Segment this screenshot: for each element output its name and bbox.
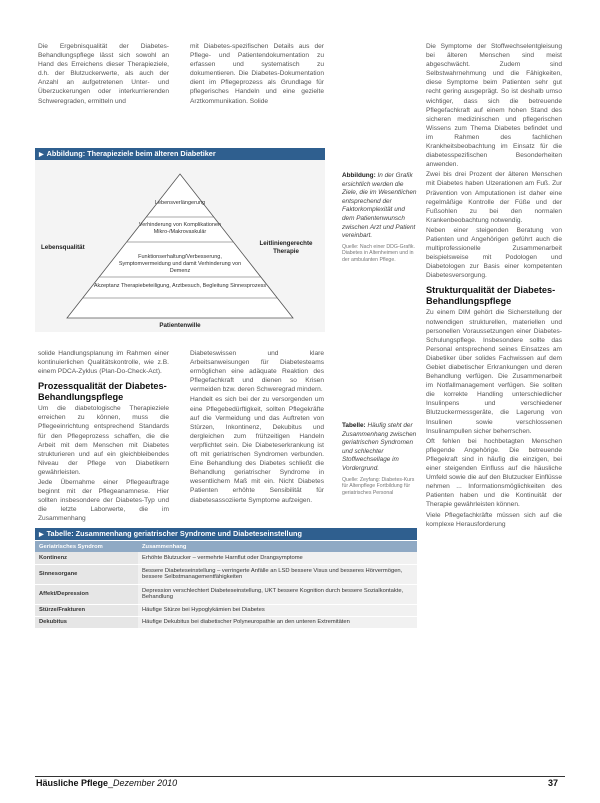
caption-text: Häufig steht der Zusammenhang zwischen geriatrischen Syndromen und schlechter Stoffwechsellage im Vordergrund. — [342, 422, 417, 472]
column-2-top — [190, 42, 324, 142]
table-caption — [342, 422, 418, 496]
bottom-axis-label: Patientenwille — [159, 322, 201, 329]
section-heading-prozess: Prozessqualität der Diabetes-Behandlungspflege — [38, 381, 167, 402]
figure-title-bar — [35, 148, 325, 160]
footer-journal: Häusliche Pflege_Dezember 2010 — [36, 778, 178, 788]
left-axis-label: Lebensqualität — [41, 244, 85, 251]
paragraph: Um die diabetologische Therapieziele erreichen zu können, muss die Pflegeeinrichtung entsprechend Standards für den Pflegeprozess schaffen, die die Arbeit mit dem Menschen mit Diabetes strukturieren und auf ein gleichbleibendes Niveau der Pflege von Diabetikern gewährleisten. — [38, 405, 169, 476]
syndrome-table — [35, 541, 417, 629]
paragraph: mit Diabetes-spezifischen Details aus der Pflege- und Patientendokumentation zu erfassen und systematisch zu dokumentieren. Die Diabetes-Dokumentation dient im Pflegeprozess als Grundlage für pflegerisches Handeln und eine gezielte Arztkommunikation. Solide — [190, 43, 324, 105]
table-cell: Affekt/Depression — [35, 584, 138, 604]
pyramid-level-4: Akzeptanz Therapiebeteiligung, Arztbesuch, Begleitung Sinnesprozess — [93, 283, 267, 289]
issue-date: Dezember 2010 — [113, 778, 178, 788]
table-cell: Stürze/Frakturen — [35, 604, 138, 616]
column-1-middle — [38, 349, 169, 523]
table-cell: Häufige Dekubitus bei diabetischer Polyneuropathie an den unteren Extremitäten — [138, 616, 417, 628]
paragraph: Diabeteswissen und klare Arbeitsanweisungen für Diabetesteams ermöglichen eine adäquate Reaktion des Pflegefachkraft und dienen so Krisen vermeiden bzw. deren Schweregrad mindern. — [190, 350, 324, 394]
table-header: Zusammenhang — [138, 541, 417, 552]
table-title: Tabelle: Zusammenhang geriatrischer Syndrome und Diabeteseinstellung — [46, 529, 302, 538]
paragraph: Neben einer steigenden Beratung von Patienten und Angehörigen geführt auch die multiprofessionelle Zusammenarbeit beispielsweise mit Podologen und Diabetologen zur Basis einer kompetenten Diabetesversorgung. — [426, 226, 562, 280]
paragraph: Handelt es sich bei der zu versorgenden um eine Pflegebedürftigkeit, sollten Pflegekräfte auf die Vermeidung und das Auftreten von Stürzen, Inkontinenz, Dekubitus und dergleichen zum frühzeitigen Handeln verpflichtet sein. Die Diabeteserkrankung ist oft mit geriatrischen Syndromen verbunden. Eine Behandlung des Diabetes schließt die Behandlung geriatrischer Syndrome in wesentlichem Maß mit ein. Nicht Diabetes Patienten erhöhte Sensibilität für diabetesassoziierte Symptome aufzeigen. — [190, 396, 324, 504]
caption-label: Abbildung: — [342, 172, 376, 179]
table-cell: Bessere Diabeteseinstellung – verringerte Anfälle an LSD bessere Visus und besseres Hörvermögen, bessere Selbstmanagementfähigkeiten — [138, 564, 417, 584]
table-row — [35, 552, 417, 564]
table-header: Geriatrisches Syndrom — [35, 541, 138, 552]
column-2-middle — [190, 349, 324, 513]
paragraph: Jede Übernahme einer Pflegeauftrage beginnt mit der Pflegeanamnese. Hier sollten insbesondere der Diabetes-Typ und die letzte Laborwerte, die im Zusammenhang — [38, 479, 169, 523]
caption-source: Quelle: Nach einer DDG-Grafik. Diabetes in Altenheimen und in der ambulanten Pflege. — [342, 243, 415, 263]
footer-divider — [35, 776, 565, 777]
table-row — [35, 584, 417, 604]
column-1-top — [38, 42, 169, 142]
caption-label: Tabelle: — [342, 422, 366, 429]
paragraph: Zwei bis drei Prozent der älteren Menschen mit Diabetes haben Ulzerationen am Fuß. Zur Prävention von Amputationen ist daher eine regelmäßige Kontrolle der Füße und der Fußsohlen zu bei den normalen Krankenbeobachtung notwendig. — [426, 171, 562, 224]
table-cell: Depression verschlechtert Diabeteseinstellung, UKT bessere Kognition durch bessere Sozialkontakte, Behandlung — [138, 584, 417, 604]
column-3 — [426, 42, 562, 774]
journal-name: Häusliche Pflege — [36, 778, 109, 788]
paragraph: Oft fehlen bei hochbetagten Menschen pflegende Angehörige. Die betreuende Pflegekraft sind in häufig die einzigen, bei einer steigenden Einfluss auf die häusliche Umfeld sowie die auf den Blutzucker Einflüsse nehmen ... Informationsmöglichkeiten des Patienten haben und die Kontinuität der Therapie gewährleisten können. — [426, 437, 562, 509]
figure-area — [35, 160, 325, 332]
table-row — [35, 616, 417, 628]
caption-source: Quelle: Zeyfang: Diabetes-Kurs für Altenpflege Fortbildung für geriatrisches Personal — [342, 476, 415, 496]
paragraph: Zu einem DIM gehört die Sicherstellung der notwendigen strukturellen, materiellen und personellen Voraussetzungen einer Diabetes-Schulungspflege. Insbesondere sollte das Personal entsprechend seines Einsatzes am Diabetiker über solides Fachwissen auf dem Gebiet diabetischer Erkrankungen und deren Behandlung verfügen. Die Zusammenarbeit im Notfallmanagement verfügen. Sie sollten die korrekte Handling unterschiedlicher Insulinpens und verschiedener Blutzuckermessgeräte, die Lagerung von Insulinen sowie verschlossenen Insulinampullen sicher beherrschen. — [426, 309, 562, 435]
pyramid-level-1: Lebensverlängerung — [154, 200, 206, 206]
table-cell: Sinnesorgane — [35, 564, 138, 584]
figure-title: Abbildung: Therapieziele beim älteren Diabetiker — [46, 149, 216, 158]
table-title-bar — [35, 528, 417, 540]
paragraph: solide Handlungsplanung im Rahmen einer kontinuierlichen Qualitätskontrolle, wie z.B. einem PDCA-Zyklus (Plan-Do-Check-Act). — [38, 350, 169, 376]
section-heading-struktur: Strukturqualität der Diabetes-Behandlungspflege — [426, 285, 556, 306]
figure-caption — [342, 172, 418, 264]
table-row — [35, 604, 417, 616]
table-cell: Kontinenz — [35, 552, 138, 564]
pyramid-level-3: Funktionserhaltung/Verbesserung, Symptomvermeidung und damit Verhinderung von Demenz — [118, 254, 242, 274]
right-axis-label: Leitliniengerechte Therapie — [259, 240, 313, 255]
table-row — [35, 564, 417, 584]
paragraph: Die Symptome der Stoffwechselentgleisung bei älteren Menschen sind meist abgeschwächt. Zudem sind Selbstwahrnehmung und die Fähigkeiten, diese Symptome beim Patienten sehr gut recht gering ausgeprägt. So ist deshalb umso wichtiger, dass sich die betreuende Pflegefachkraft auf einem hohen Stand des sicheren medizinischen und pflegerischen Wissens zum Thema Diabetes befindet und im Rahmen des fachlichen Krankheitsbeobachtung im Einsatz für die diabetesspezifischen Besonderheiten anwenden. — [426, 43, 562, 169]
triangle-right-icon: ▶ — [39, 532, 44, 538]
paragraph: Viele Pflegefachkräfte müssen sich auf die komplexe Herausforderung — [426, 511, 562, 528]
triangle-right-icon: ▶ — [39, 152, 44, 158]
pyramid-level-2: Verhinderung von Komplikationen Mikro-/Makrovaskulär — [138, 222, 222, 235]
table-cell: Erhöhte Blutzucker – vermehrte Harnflut oder Drangsymptome — [138, 552, 417, 564]
table-cell: Häufige Stürze bei Hypoglykämien bei Diabetes — [138, 604, 417, 616]
page-number: 37 — [548, 778, 559, 788]
table-cell: Dekubitus — [35, 616, 138, 628]
table-header-row — [35, 541, 417, 552]
paragraph: Die Ergebnisqualität der Diabetes-Behandlungspflege lässt sich sowohl an Hand des Erreichens dieser Therapieziele, d.h. der Blutzuckerwerte, als auch der Anzahl an aufgetretenen Unter- und Überzuckerungen oder interkurrierenden Schweregraden, ermitteln und — [38, 43, 169, 105]
caption-text: In der Grafik ersichtlich werden die Ziele, die im Wesentlichen entsprechend der Faktorkomplexität und dem Patientenwunsch zwischen Arzt und Patient vereinbart. — [342, 172, 417, 240]
